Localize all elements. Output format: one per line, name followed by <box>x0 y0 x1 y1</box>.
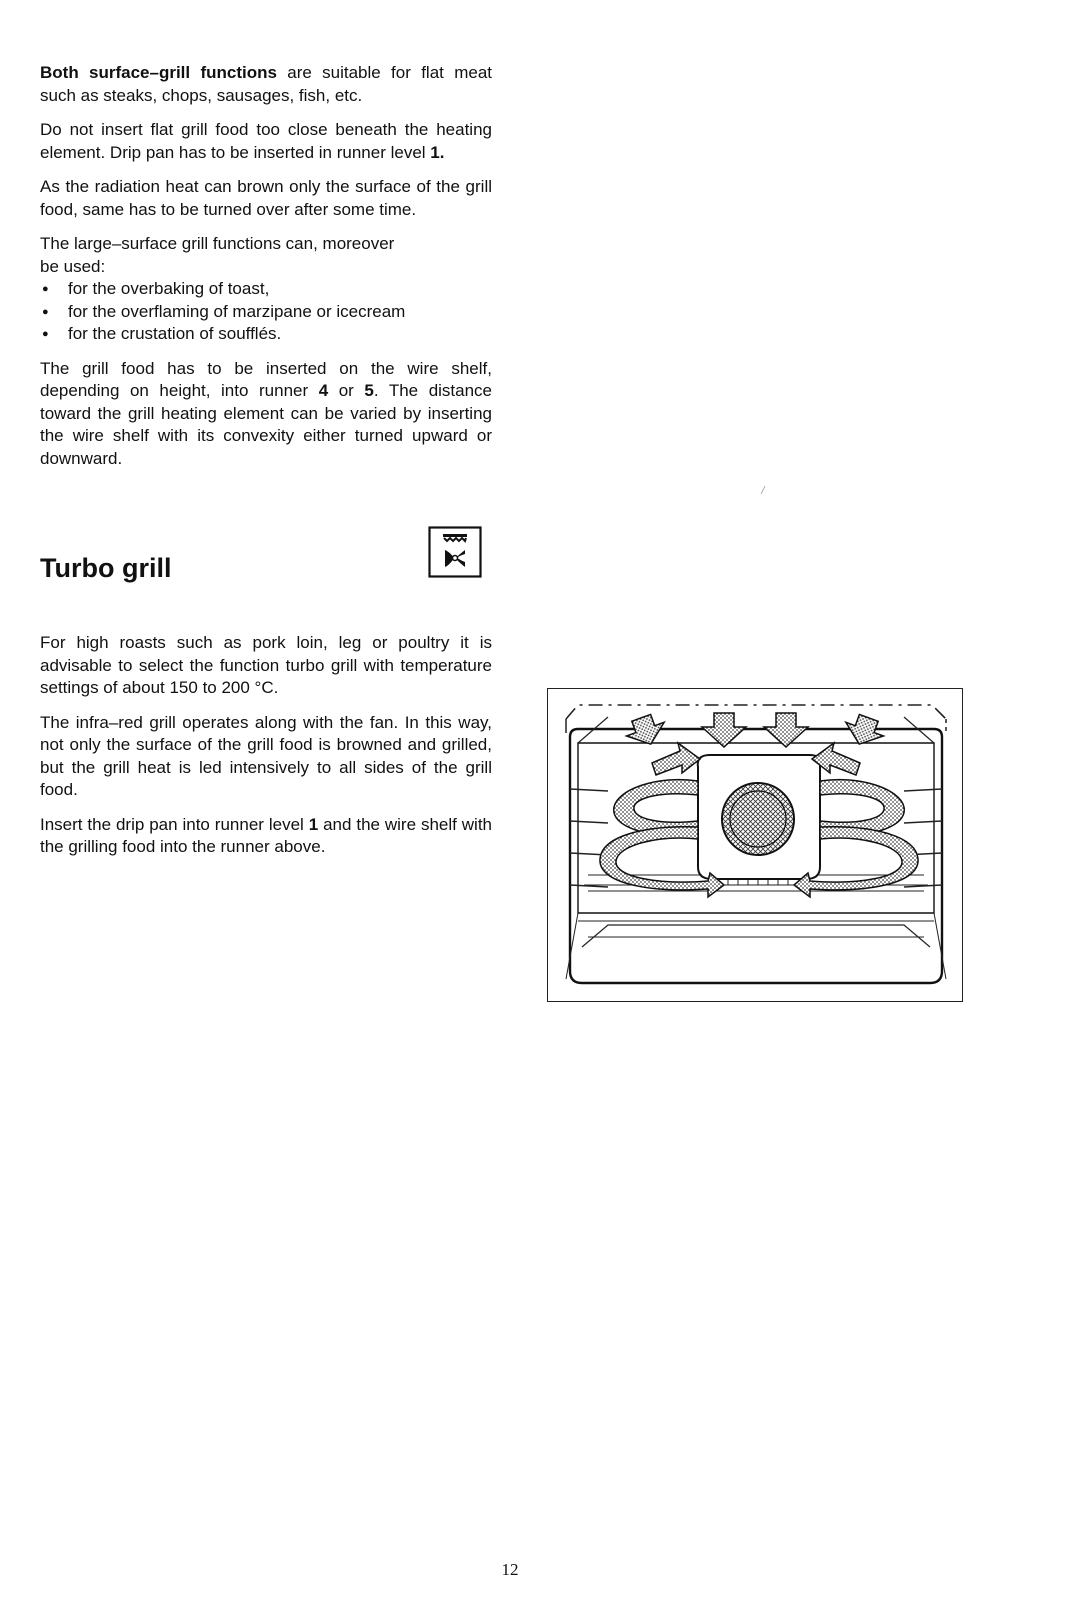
paragraph-drip-pan <box>40 119 492 164</box>
paragraph-line: be used: <box>40 256 106 276</box>
section-heading: Turbo grill <box>40 553 172 583</box>
list-item: ● for the overflaming of marzipane or icecream <box>40 301 492 324</box>
paragraph-text: Do not insert flat grill food too close beneath the heating element. Drip pan has to be inserted in runner level <box>40 120 492 162</box>
paragraph-text: The grill food has to be inserted on the wire shelf, depending on height, into runner <box>40 358 492 400</box>
oven-illustration <box>548 689 962 1001</box>
paragraph-text: or <box>328 381 365 400</box>
paragraph-text: . The distance toward the grill heating element can be varied by inserting the wire shelf with its convexity either turned upward or downward. <box>40 381 493 468</box>
turbo-section <box>40 632 492 871</box>
paragraph-line: The large–surface grill functions can, moreover <box>40 234 395 253</box>
paragraph-text: Insert the drip pan into runner level <box>40 814 309 834</box>
runner-level: 1 <box>308 814 319 834</box>
list-item: ● for the crustation of soufflés. <box>40 323 492 346</box>
uses-list <box>40 278 492 346</box>
paragraph-text: and the wire shelf with the grilling food into the runner above. <box>40 814 492 856</box>
paragraph-surface-grill <box>40 62 492 107</box>
paragraph-wire-shelf <box>40 358 492 471</box>
period: . <box>439 142 445 162</box>
paragraph-infrared: The infra–red grill operates along with the fan. In this way, not only the surface of the grill food is browned and grilled, but the grill heat is led intensively to all sides of the grill food. <box>40 712 492 799</box>
scan-speck <box>760 485 766 495</box>
runner-level: 1 <box>430 142 440 162</box>
paragraph-high-roasts: For high roasts such as pork loin, leg or poultry it is advisable to select the function turbo grill with temperature settings of about 150 to 200 °C. <box>40 633 492 697</box>
paragraph-radiation: As the radiation heat can brown only the surface of the grill food, same has to be turned over after some time. <box>40 177 492 219</box>
paragraph-large-surface <box>40 233 492 278</box>
paragraph-insert-drip-pan <box>40 814 492 859</box>
runner-number: 4 <box>318 381 329 400</box>
oven-airflow-diagram <box>547 688 963 1002</box>
intro-section <box>40 62 492 482</box>
paragraph-text: are suitable for flat meat such as steaks, chops, sausages, fish, etc. <box>40 63 492 105</box>
list-item: ● for the overbaking of toast, <box>40 278 492 301</box>
page-number: 12 <box>501 1560 519 1579</box>
turbo-grill-symbol-icon <box>428 526 482 578</box>
runner-number: 5 <box>364 381 374 400</box>
lead-surface-grill: Both surface–grill functions <box>40 63 277 82</box>
